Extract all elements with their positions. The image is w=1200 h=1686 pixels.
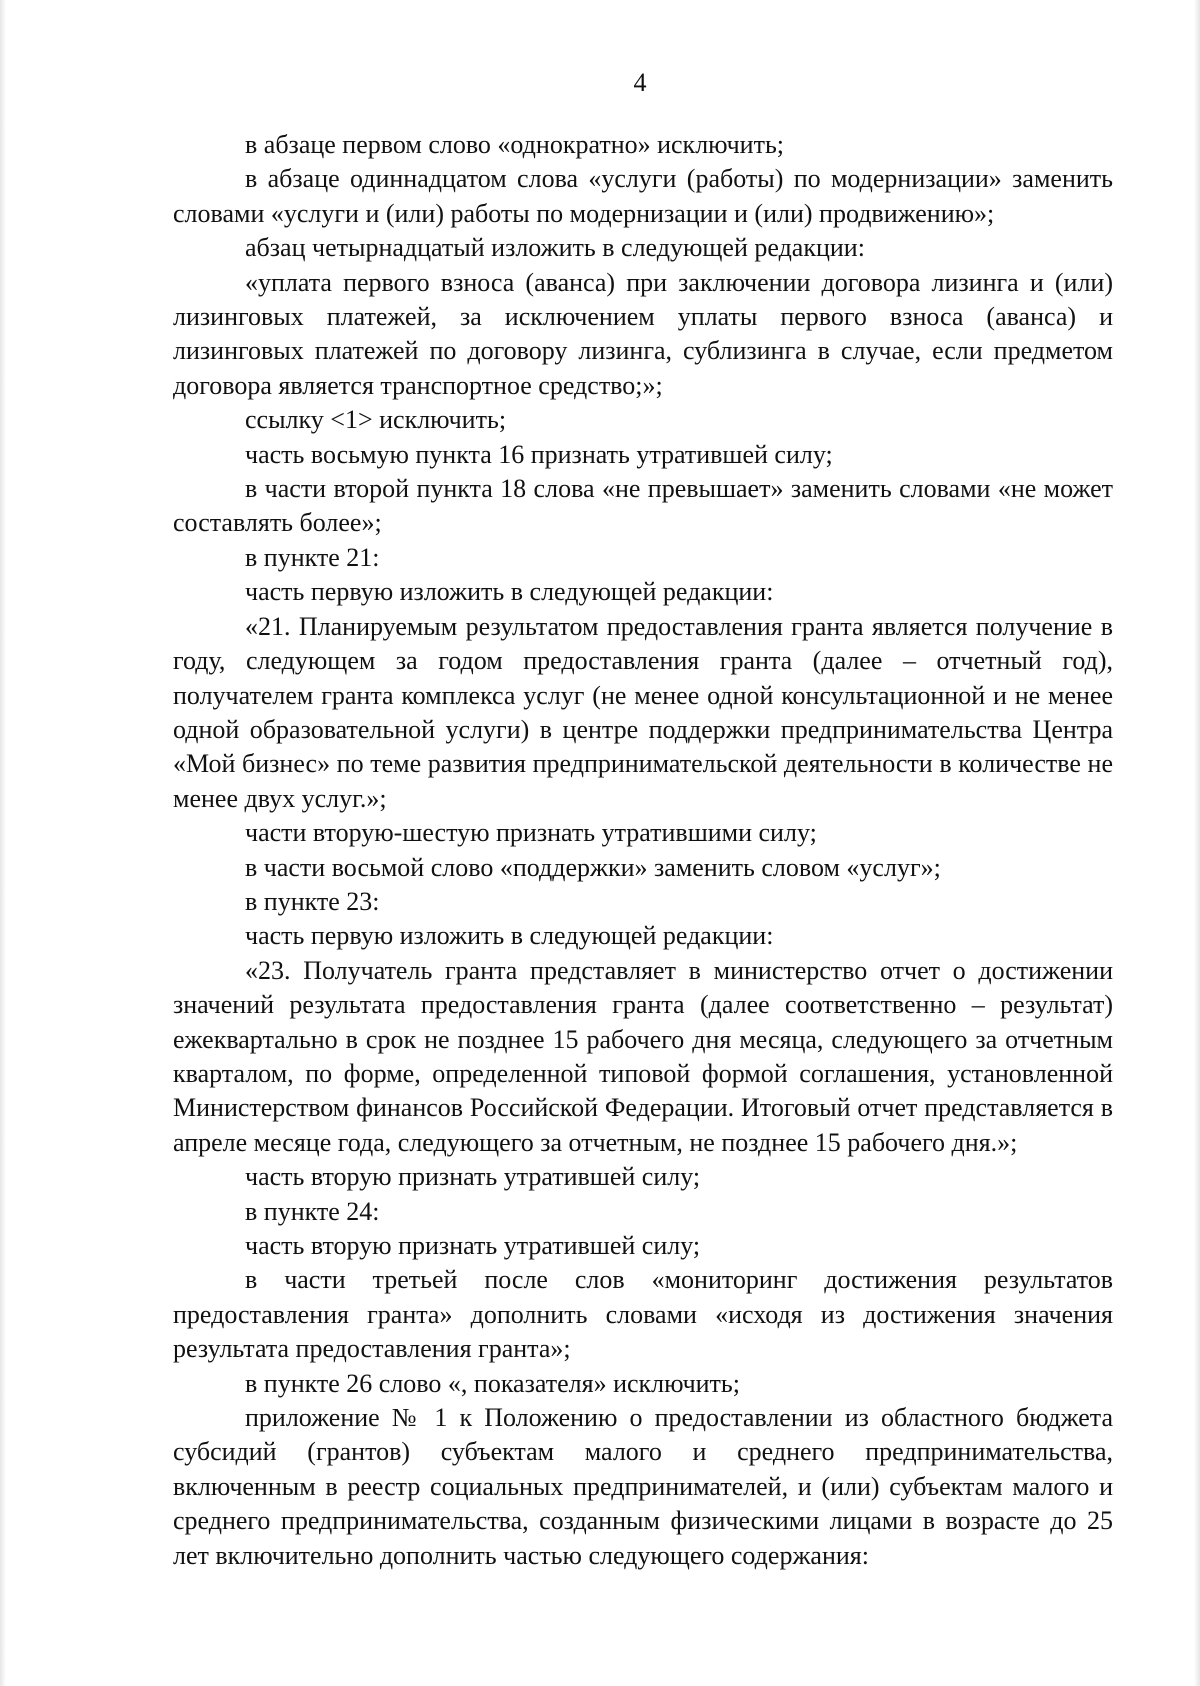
paragraph: части вторую-шестую признать утратившими силу;: [245, 818, 817, 848]
paragraph: в пункте 23:: [245, 886, 380, 916]
paragraph: в абзаце первом слово «однократно» исключить;: [245, 130, 785, 159]
document-body: [173, 128, 1113, 1573]
paragraph: абзац четырнадцатый изложить в следующей редакции:: [245, 233, 865, 263]
paragraph: «23. Получатель гранта представляет в министерство отчет о достижении значений результата предоставления гранта (далее соответственно – результат) ежеквартально в срок не позднее 15 рабочего дня месяца, следующего за отчетным кварталом, по форме, определенной типовой формой соглашения, установленной Министерством финансов Российской Федерации. Итоговый отчет представляется в апреле месяце года, следующего за отчетным, не позднее 15 рабочего дня.»;: [173, 955, 1113, 1157]
paragraph: в части восьмой слово «поддержки» заменить словом «услуг»;: [245, 852, 941, 882]
scan-edge-left: [0, 0, 6, 1686]
paragraph: «уплата первого взноса (аванса) при заключении договора лизинга и (или) лизинговых платежей, за исключением уплаты первого взноса (аванса) и лизинговых платежей по договору лизинга, сублизинга в случае, если предметом договора является транспортное средство;»;: [173, 267, 1113, 400]
page-number: 4: [633, 68, 647, 97]
paragraph: «21. Планируемым результатом предоставления гранта является получение в году, следующем за годом предоставления гранта (далее – отчетный год), получателем гранта комплекса услуг (не менее одной консультационной и не менее одной образовательной услуги) в центре поддержки предпринимательства Центра «Мой бизнес» по теме развития предпринимательской деятельности в количестве не менее двух услуг.»;: [173, 611, 1113, 813]
scan-edge-right: [1194, 0, 1200, 1686]
paragraph: ссылку <1> исключить;: [245, 405, 507, 435]
paragraph: приложение № 1 к Положению о предоставлении из областного бюджета субсидий (грантов) субъектам малого и среднего предпринимательства, включенным в реестр социальных предпринимателей, и (или) субъектам малого и среднего предпринимательства, созданным физическими лицами в возрасте до 25 лет включительно дополнить частью следующего содержания:: [173, 1403, 1113, 1570]
paragraph: в части второй пункта 18 слова «не превышает» заменить словами «не может составлять более»;: [173, 474, 1113, 538]
paragraph: в пункте 21:: [245, 542, 380, 572]
paragraph: в пункте 24:: [245, 1196, 380, 1226]
paragraph: в пункте 26 слово «, показателя» исключить;: [245, 1368, 741, 1398]
paragraph: часть первую изложить в следующей редакции:: [245, 577, 774, 607]
paragraph: в части третьей после слов «мониторинг достижения результатов предоставления гранта» дополнить словами «исходя из достижения значения результата предоставления гранта»;: [173, 1265, 1113, 1364]
paragraph: часть восьмую пункта 16 признать утратившей силу;: [245, 439, 833, 469]
paragraph: часть первую изложить в следующей редакции:: [245, 921, 774, 951]
paragraph: в абзаце одиннадцатом слова «услуги (работы) по модернизации» заменить словами «услуги и (или) работы по модернизации и (или) продвижению»;: [173, 164, 1113, 228]
paragraph: часть вторую признать утратившей силу;: [245, 1162, 701, 1192]
paragraph: часть вторую признать утратившей силу;: [245, 1231, 701, 1260]
